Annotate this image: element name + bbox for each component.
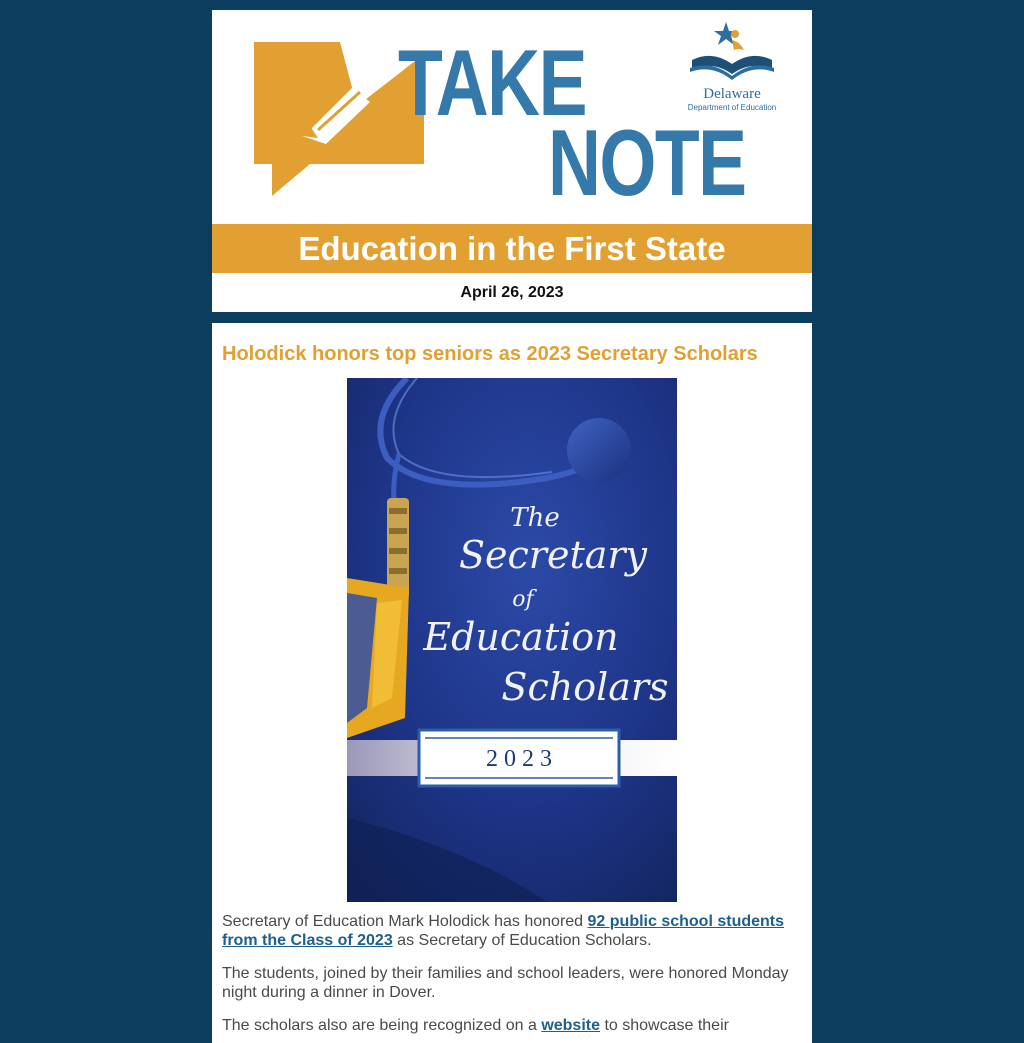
scholars-list-link[interactable]: 92 public school students from the Class of 2023 bbox=[222, 913, 785, 949]
org-name: Delaware bbox=[703, 86, 761, 102]
website-link[interactable]: website bbox=[541, 1017, 600, 1034]
year-text: 2 0 2 3 bbox=[486, 746, 552, 772]
paragraph-website-tail: to showcase their bbox=[600, 1017, 729, 1034]
paragraph-website-text: The scholars also are being recognized on a bbox=[222, 1017, 542, 1034]
paragraph-intro-text: Secretary of Education Mark Holodick has honored bbox=[222, 913, 588, 930]
logo-word-note: NOTE bbox=[548, 110, 746, 215]
article-card bbox=[212, 323, 812, 1043]
image-line-secretary: Secretary bbox=[458, 533, 648, 577]
cap-button bbox=[567, 418, 631, 482]
banner-title: Education in the First State bbox=[212, 224, 812, 273]
scholars-image[interactable] bbox=[347, 378, 677, 902]
paragraph-dinner: The students, joined by their families and school leaders, were honored Monday night during a dinner in Dover. bbox=[222, 965, 789, 1001]
image-line-scholars: Scholars bbox=[501, 665, 669, 709]
masthead bbox=[212, 10, 812, 224]
issue-date: April 26, 2023 bbox=[460, 284, 564, 301]
paragraph-intro-tail: as Secretary of Education Scholars. bbox=[392, 932, 652, 949]
image-line-the: The bbox=[510, 503, 560, 533]
image-line-education: Education bbox=[423, 615, 619, 659]
paragraph-website bbox=[222, 1016, 797, 1035]
article-headline: Holodick honors top seniors as 2023 Secretary Scholars bbox=[222, 343, 758, 365]
doe-logo bbox=[680, 20, 784, 110]
newsletter-header bbox=[212, 10, 812, 312]
image-line-of: of bbox=[512, 587, 534, 612]
logo-word-take: TAKE bbox=[398, 30, 586, 135]
org-subtitle: Department of Education bbox=[687, 103, 777, 112]
paragraph-intro bbox=[222, 912, 797, 950]
star-open-book-icon bbox=[680, 20, 784, 86]
